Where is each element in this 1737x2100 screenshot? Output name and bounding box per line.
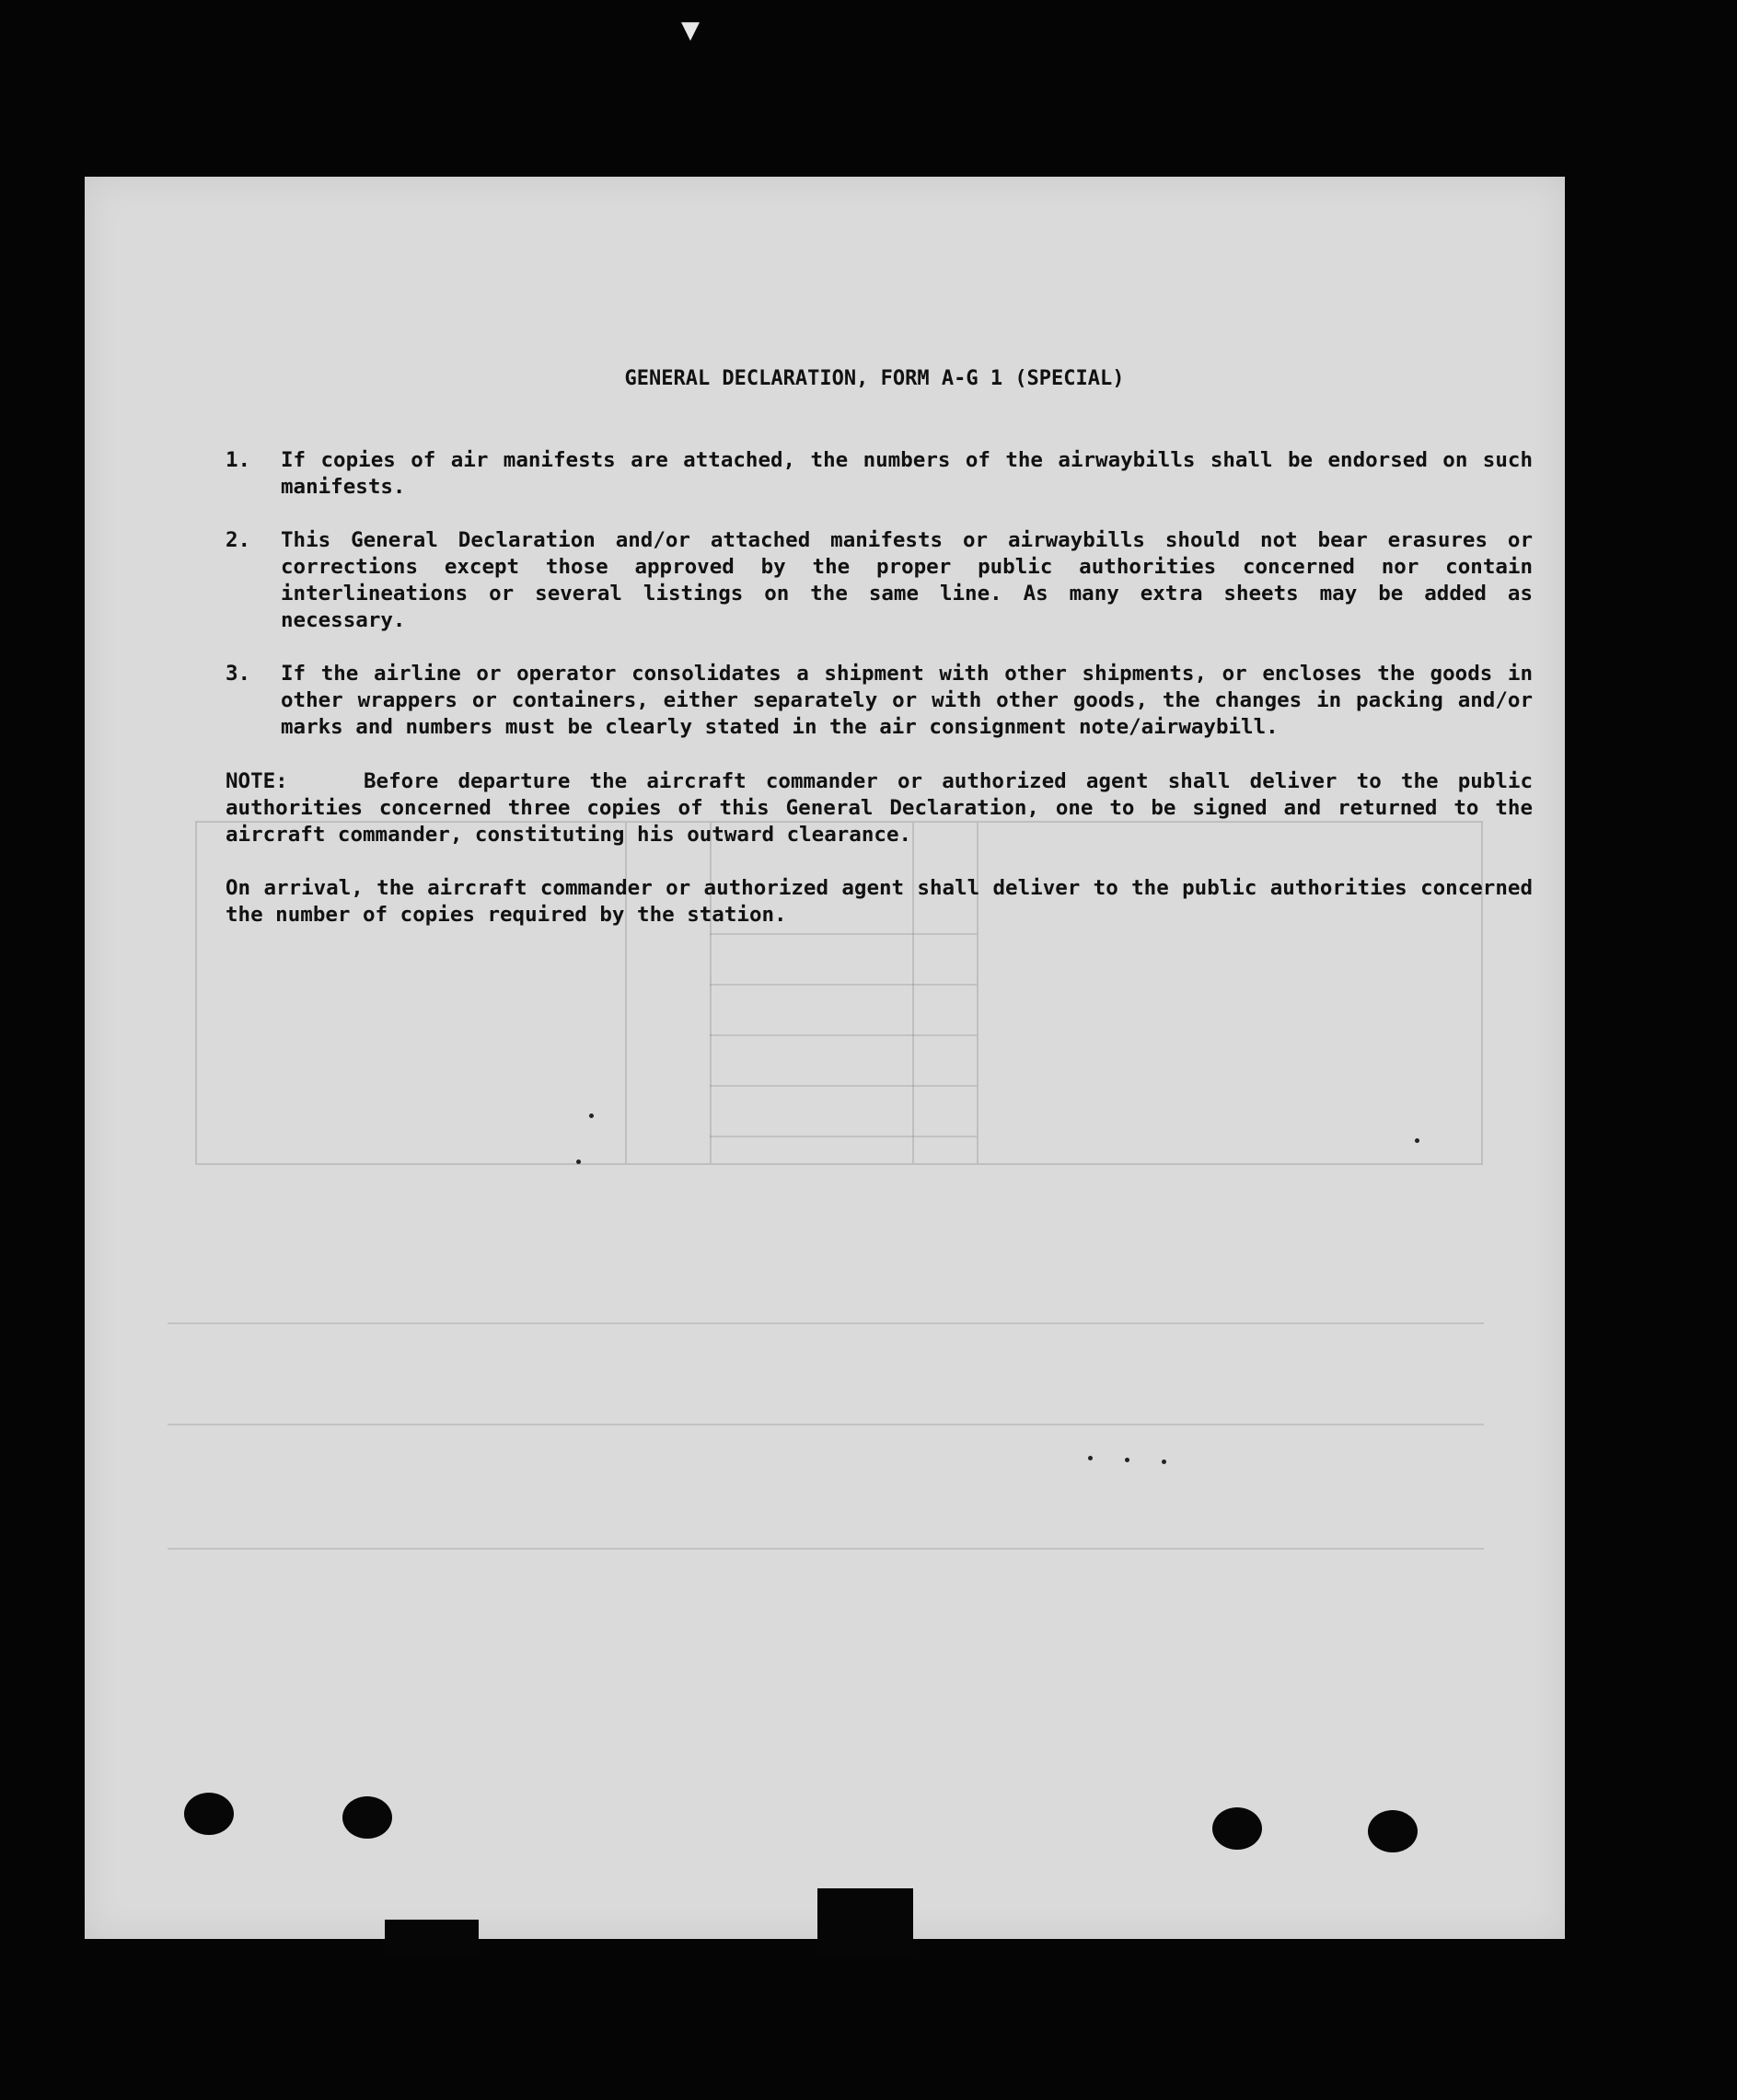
binder-hole (342, 1796, 392, 1839)
scan-speck (1162, 1460, 1166, 1464)
item-text: If the airline or operator consolidates a shipment with other shipments, or encloses the goods in other wrappers or containers, either separately or with other goods, the changes in packing and/or marks and numbers must be clearly stated in the air consignment note/airwaybill. (281, 662, 1533, 739)
instruction-item (226, 661, 1533, 741)
binder-hole (184, 1793, 234, 1835)
scan-speck (589, 1113, 594, 1118)
scan-speck (1415, 1138, 1419, 1143)
item-number: 1. (226, 448, 251, 472)
item-number: 3. (226, 662, 251, 686)
binder-hole (1212, 1807, 1262, 1850)
arrival-paragraph: On arrival, the aircraft commander or authorized agent shall deliver to the public authorities concerned the number of copies required by the station. (226, 876, 1533, 927)
item-text: If copies of air manifests are attached, the numbers of the airwaybills shall be endorsed on such manifests. (281, 448, 1533, 499)
instruction-item (226, 447, 1533, 501)
binder-hole (1368, 1810, 1418, 1852)
clip-mark (817, 1888, 913, 1956)
document-sheet (85, 177, 1565, 1939)
scan-speck (1125, 1458, 1129, 1462)
bleed-through-line (168, 1548, 1484, 1550)
instruction-item (226, 527, 1533, 634)
bleed-through-line (168, 1322, 1484, 1324)
item-number: 2. (226, 528, 251, 552)
scan-speck (576, 1160, 581, 1164)
scan-speck (1088, 1456, 1093, 1460)
note-text: Before departure the aircraft commander or authorized agent shall deliver to the public authorities concerned three copies of this General Declaration, one to be signed and returned to the aircraft commander, constituting his outward clearance. (226, 769, 1533, 847)
note-paragraph (226, 768, 1533, 848)
clip-mark (385, 1920, 479, 1956)
bleed-through-line (168, 1424, 1484, 1425)
document-title: GENERAL DECLARATION, FORM A-G 1 (SPECIAL) (624, 367, 1125, 390)
item-text: This General Declaration and/or attached manifests or airwaybills should not bear erasures or corrections except those approved by the proper public authorities concerned nor contain interlineations or several listings on the same line. As many extra sheets may be added as necessary. (281, 528, 1533, 632)
declaration-instructions (226, 365, 1533, 929)
note-label: NOTE: (226, 769, 288, 793)
corner-mark-icon: ▼ (681, 17, 700, 44)
